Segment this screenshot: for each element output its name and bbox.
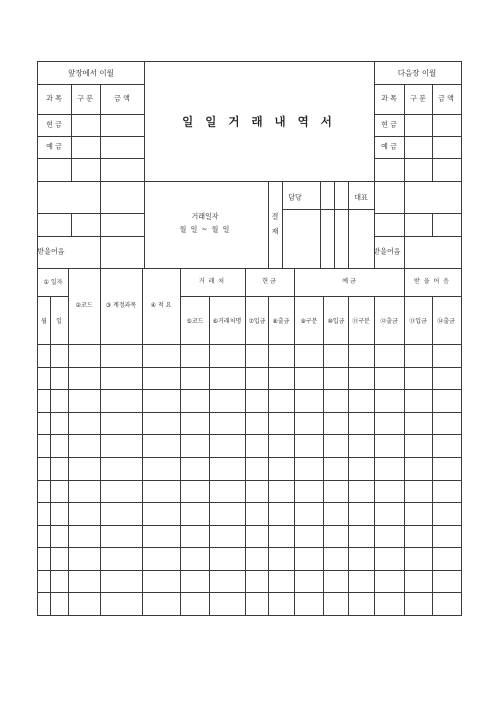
trade-date-range: 월 일 ~ 월 일 xyxy=(179,225,231,234)
hdr-deposit-division-1: ⑨구분 xyxy=(300,318,318,325)
hdr-cash-out: ⑧출금 xyxy=(272,318,290,325)
ledger-row-line xyxy=(37,367,461,368)
hdr-code: ②코드 xyxy=(75,302,93,309)
col-division-left: 구 분 xyxy=(77,94,93,103)
hdr-partner-code: ⑤코드 xyxy=(186,318,204,325)
ledger-row-line xyxy=(37,547,461,548)
ledger-row-line xyxy=(37,480,461,481)
col-amount-left: 금 액 xyxy=(114,94,130,103)
row-cash-left: 현 금 xyxy=(46,120,62,129)
notes-received-left: 받을어음 xyxy=(37,247,65,256)
hdr-date: ① 일자 xyxy=(43,279,63,286)
approval-label-bottom: 재 xyxy=(271,227,279,236)
hdr-day: 일 xyxy=(56,318,62,325)
hdr-cash-in: ⑦입금 xyxy=(248,318,266,325)
row-deposit-left: 예 금 xyxy=(46,142,62,151)
ledger-row-line xyxy=(37,389,461,390)
approval-ceo: 대표 xyxy=(354,193,368,202)
hdr-summary: ④ 적 요 xyxy=(150,302,172,309)
col-account-left: 과 목 xyxy=(46,94,62,103)
ledger-row-line xyxy=(37,502,461,503)
hdr-deposit-division-2: ⑪구분 xyxy=(352,318,370,325)
hdr-note-out: ⑭출금 xyxy=(437,318,455,325)
ledger-row-line xyxy=(37,412,461,413)
hdr-notes-received: 받 을 어 음 xyxy=(414,278,450,285)
approval-manager: 담당 xyxy=(288,193,302,202)
col-account-right: 과 목 xyxy=(381,94,397,103)
hdr-account-title: ③ 계정과목 xyxy=(105,302,137,309)
ledger-row-line xyxy=(37,525,461,526)
hdr-month: 월 xyxy=(41,318,47,325)
next-carry-label: 다음장 이월 xyxy=(397,68,437,78)
ledger-row-line xyxy=(37,592,461,593)
hdr-deposit-in: ⑩입금 xyxy=(327,318,345,325)
hdr-partner-name: ⑥거래처명 xyxy=(212,318,242,325)
row-cash-right: 현 금 xyxy=(381,120,397,129)
ledger-row-line xyxy=(37,570,461,571)
ledger-row-line xyxy=(37,434,461,435)
row-deposit-right: 예 금 xyxy=(381,142,397,151)
trade-date-label: 거래일자 xyxy=(191,212,219,221)
ledger-row-line xyxy=(37,344,461,345)
hdr-trading-partner: 거 래 처 xyxy=(198,278,226,285)
hdr-note-in: ⑬입금 xyxy=(409,318,427,325)
hdr-cash: 현 금 xyxy=(262,278,276,285)
approval-label-top: 결 xyxy=(271,212,279,221)
prev-carry-label: 앞장에서 이월 xyxy=(68,68,114,78)
col-division-right: 구 분 xyxy=(410,94,426,103)
hdr-deposit: 예 금 xyxy=(342,278,356,285)
page-title: 일 일 거 래 내 역 서 xyxy=(182,114,336,129)
col-amount-right: 금 액 xyxy=(438,94,454,103)
ledger-row-line xyxy=(37,457,461,458)
notes-received-right: 받을어음 xyxy=(373,247,401,256)
hdr-deposit-out: ⑫출금 xyxy=(380,318,398,325)
